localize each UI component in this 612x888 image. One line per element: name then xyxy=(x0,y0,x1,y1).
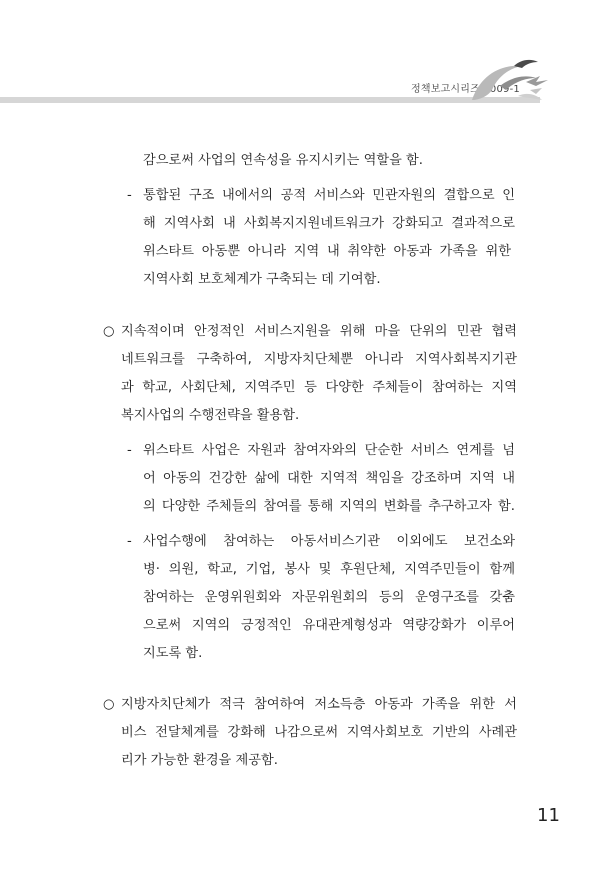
text-line: 지역사회 보호체계가 구축되는 데 기여함. xyxy=(143,272,381,287)
text-line: 사업수행에 참여하는 아동서비스기관 이외에도 보건소와 xyxy=(143,534,515,549)
text-line: 리가 가능한 환경을 제공함. xyxy=(121,753,278,768)
text-line: 참여하는 운영위원회와 자문위원회의 등의 운영구조를 갖춤 xyxy=(143,590,515,605)
text-line: 위스타트 아동뿐 아니라 지역 내 취약한 아동과 가족을 위한 xyxy=(143,244,511,259)
text-line: 지도록 함. xyxy=(143,646,203,661)
series-label: 정책보고시리즈 2009-1 xyxy=(410,84,520,95)
text-line: 해 지역사회 내 사회복지지원네트워크가 강화되고 결과적으로 xyxy=(143,216,515,231)
text-line: 감으로써 사업의 연속성을 유지시키는 역할을 함. xyxy=(143,153,423,168)
circle-bullet-marker: ○ xyxy=(103,697,115,712)
text-line: 지방자치단체가 적극 참여하여 저소득층 아동과 가족을 위한 서 xyxy=(121,697,517,712)
dash-bullet-marker: - xyxy=(127,534,132,549)
text-line: 과 학교, 사회단체, 지역주민 등 다양한 주체들이 참여하는 지역 xyxy=(121,380,517,395)
text-line: 위스타트 사업은 자원과 참여자와의 단순한 서비스 연계를 넘 xyxy=(143,443,515,458)
text-line: 어 아동의 건강한 삶에 대한 지역적 책임을 강조하며 지역 내 xyxy=(143,471,515,486)
text-line: 의 다양한 주체들의 참여를 통해 지역의 변화를 추구하고자 함. xyxy=(143,499,515,514)
text-line: 네트워크를 구축하여, 지방자치단체뿐 아니라 지역사회복지기관 xyxy=(121,352,517,367)
dash-bullet-marker: - xyxy=(127,443,132,458)
text-line: 으로써 지역의 긍정적인 유대관계형성과 역량강화가 이루어 xyxy=(143,618,515,633)
circle-bullet-marker: ○ xyxy=(103,324,115,339)
text-line: 비스 전달체계를 강화해 나감으로써 지역사회보호 기반의 사례관 xyxy=(121,725,517,740)
text-line: 병· 의원, 학교, 기업, 봉사 및 후원단체, 지역주민들이 함께 xyxy=(143,562,515,577)
dash-bullet-marker: - xyxy=(127,188,132,203)
text-line: 복지사업의 수행전략을 활용함. xyxy=(121,408,300,423)
text-line: 지속적이며 안정적인 서비스지원을 위해 마을 단위의 민관 협력 xyxy=(121,324,517,339)
text-line: 통합된 구조 내에서의 공적 서비스와 민관자원의 결합으로 인 xyxy=(143,188,515,203)
page-number: 11 xyxy=(537,805,560,826)
